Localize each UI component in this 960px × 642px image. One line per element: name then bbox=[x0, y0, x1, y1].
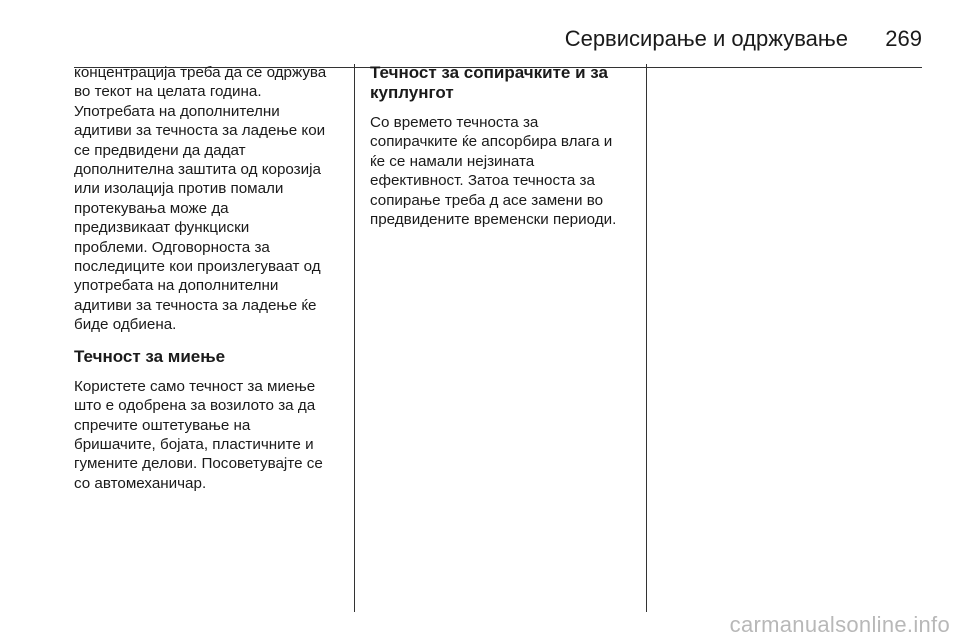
text-line: Користете само течност за миење bbox=[74, 377, 316, 395]
text-line: ќе се намали нејзината bbox=[370, 152, 535, 170]
text-line: сопирачките ќе апсорбира влага и bbox=[370, 133, 613, 151]
text-line: гумените делови. Посоветувајте се bbox=[74, 455, 323, 473]
text-line: ефективност. Затоа течноста за bbox=[370, 172, 595, 190]
text-line: употребата на дополнителни bbox=[74, 277, 279, 295]
heading-line: Течност за сопирачките и за bbox=[370, 63, 608, 82]
text-line: Употребата на дополнителни bbox=[74, 102, 280, 120]
text-line: адитиви за течноста за ладење кои bbox=[74, 122, 326, 140]
text-line: биде одбиена. bbox=[74, 316, 177, 334]
intro-paragraph bbox=[74, 63, 346, 335]
text-line: последиците кои произлегуваат од bbox=[74, 258, 321, 276]
page-header bbox=[0, 20, 960, 50]
column-divider bbox=[646, 64, 647, 612]
text-line: бришачите, бојата, пластичните и bbox=[74, 435, 314, 453]
text-line: проблеми. Одговорноста за bbox=[74, 238, 270, 256]
right-column bbox=[370, 63, 642, 229]
heading-line: куплунгот bbox=[370, 83, 454, 102]
left-column bbox=[74, 63, 346, 493]
text-line: сопирање треба д асе замени во bbox=[370, 191, 604, 209]
brake-fluid-paragraph bbox=[370, 113, 642, 229]
header-title: Сервисирање и одржување bbox=[564, 26, 848, 51]
text-line: што е одобрена за возилото за да bbox=[74, 397, 316, 415]
brake-fluid-heading bbox=[370, 63, 642, 103]
column-divider bbox=[354, 64, 355, 612]
section-gap bbox=[74, 335, 346, 347]
washer-fluid-heading: Течност за миење bbox=[74, 346, 226, 366]
text-line: дополнителна заштита од корозија bbox=[74, 161, 321, 179]
washer-fluid-paragraph bbox=[74, 377, 346, 493]
text-line: Со времето течноста за bbox=[370, 114, 539, 131]
text-line: протекувања може да bbox=[74, 199, 229, 217]
text-line: се предвидени да дадат bbox=[74, 141, 246, 159]
text-line: спречите оштетување на bbox=[74, 416, 251, 434]
page-number: 269 bbox=[885, 26, 922, 51]
text-line: со автомеханичар. bbox=[74, 474, 207, 492]
text-line: предвидените временски периоди. bbox=[370, 211, 617, 229]
watermark: carmanualsonline.info bbox=[729, 612, 950, 637]
text-line: концентрација треба да се одржува bbox=[74, 64, 327, 81]
text-line: предизвикаат функциски bbox=[74, 219, 250, 237]
text-line: адитиви за течноста за ладење ќе bbox=[74, 296, 317, 314]
text-line: во текот на целата година. bbox=[74, 83, 262, 101]
text-line: или изолација против помали bbox=[74, 180, 284, 198]
